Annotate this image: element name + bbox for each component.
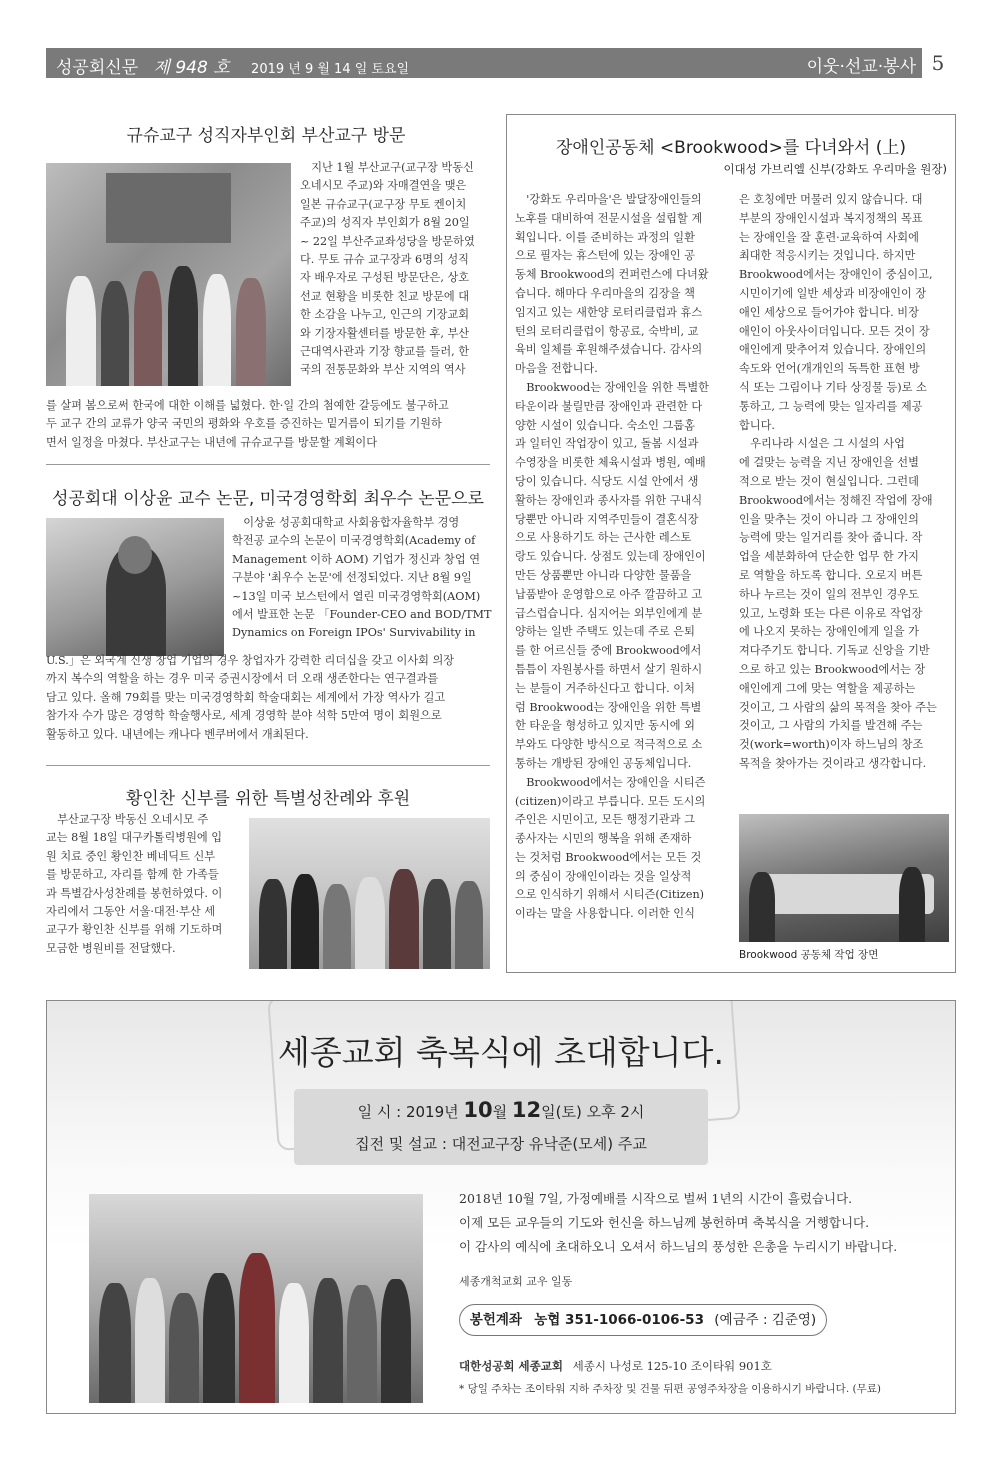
text-line: 양하는 일반 주택도 있는데 주로 은퇴: [515, 625, 695, 639]
church-address-line: [459, 1358, 772, 1374]
text-line: 자 배우자로 구성된 방문단은, 상호: [300, 271, 470, 285]
text-line: 참가자 수가 많은 경영학 학술행사로, 세계 경영학 분야 석학 5만여 명이 회원으로: [46, 709, 442, 723]
person-figure: [169, 1293, 199, 1403]
person-figure: [389, 869, 419, 969]
text-line: 것이고, 그 사람의 삶의 목적을 찾아 주는: [739, 700, 937, 714]
article2-title: 성공회대 이상윤 교수 논문, 미국경영학회 최우수 논문으로: [52, 489, 484, 509]
text-line: 것이고, 그 사람의 가치를 발견해 주는: [739, 719, 923, 733]
section-name: 이웃·선교·봉사: [806, 57, 916, 77]
text-line: 시민이기에 일반 세상과 비장애인이 장: [739, 286, 927, 300]
text-line: 습니다. 해마다 우리마을의 김장을 책: [515, 286, 695, 300]
text-line: 와 기장자활센터를 방문한 후, 부산: [300, 326, 470, 340]
account-holder: (예금주 : 김준영): [714, 1312, 817, 1328]
text-line: 의 중심이 장애인이라는 것을 일상적: [515, 869, 692, 883]
text-line: 를 방문하고, 자리를 함께 한 가족들: [46, 868, 219, 882]
text-line: 까지 복수의 역할을 하는 경우 미국 증권시장에서 더 오래 생존한다는 연구결과를: [46, 672, 439, 686]
text-line: 랑도 있습니다. 상점도 있는데 장애인이: [515, 550, 706, 564]
text-line: 에서 발표한 논문 「Founder-CEO and BOD/TMT: [232, 608, 492, 622]
text-line: 럼 Brookwood는 장애인을 위한 특별: [515, 700, 702, 714]
text-line: 과 일터인 작업장이 있고, 돌봄 시설과: [515, 437, 699, 451]
text-line: 활동하고 있다. 내년에는 캐나다 벤쿠버에서 개최된다.: [46, 727, 309, 741]
message-line: 이 감사의 예식에 초대하오니 오셔서 하느님의 풍성한 은총을 누리시기 바랍니다.: [459, 1239, 898, 1254]
article4-photo: [739, 814, 949, 942]
page-number: 5: [920, 48, 954, 78]
article2-body-right: [232, 514, 490, 643]
person-figure: [381, 1279, 411, 1403]
text-line: 으로 사용하기도 하는 근사한 레스토: [515, 531, 692, 545]
person-figure: [101, 281, 129, 386]
text-line: 이상윤 성공회대학교 사회융합자율학부 경영: [243, 516, 460, 529]
text-line: 으로 하고 있는 Brookwood에서는 장: [739, 662, 926, 676]
account-box: [459, 1304, 827, 1336]
text-line: 자리에서 그동안 서울·대전·부산 세: [46, 905, 216, 919]
text-line: 활하는 장애인과 종사자를 위한 구내식: [515, 493, 703, 507]
person-figure: [749, 872, 775, 942]
person-figure: [899, 867, 925, 942]
text-line: 마음을 전합니다.: [515, 362, 598, 376]
text-line: 종사자는 시민의 행복을 위해 존재하: [515, 832, 692, 846]
church-invitation-ad: [46, 1000, 956, 1414]
ad-signoff: 세종개척교회 교우 일동: [459, 1275, 573, 1288]
article1-photo: [46, 163, 291, 386]
text-line: 교구가 황인찬 신부를 위해 기도하며: [46, 923, 223, 937]
text-line: 면서 일정을 마쳤다. 부산교구는 내년에 규슈교구를 방문할 계획이다: [46, 435, 378, 449]
text-line: 지난 1월 부산교구(교구장 박동신: [311, 161, 474, 174]
article3-body: [46, 811, 246, 958]
text-line: 납품받아 운영함으로 아주 깔끔하고 고: [515, 587, 703, 601]
divider: [46, 765, 490, 766]
person-figure: [323, 884, 351, 969]
text-line: 주교)의 성직자 부인회가 8월 20일: [300, 216, 470, 230]
account-label: 봉헌계좌: [469, 1312, 522, 1328]
text-line: 로 역할을 하도록 합니다. 오로지 버튼: [739, 568, 923, 582]
ad-title: 세종교회 축복식에 초대합니다.: [278, 1033, 724, 1072]
text-line: 수영장을 비롯한 체육시설과 병원, 예배: [515, 456, 706, 470]
text-line: 에 걸맞는 능력을 지닌 장애인을 선별: [739, 456, 919, 470]
text-line: 만든 상품뿐만 아니라 다양한 물품을: [515, 568, 692, 582]
ad-officiant: 집전 및 설교 : 대전교구장 유낙준(모세) 주교: [355, 1135, 647, 1153]
person-figure: [203, 274, 231, 386]
text-line: 임지고 있는 새한양 로터리클럽과 휴스: [515, 305, 703, 319]
text-line: 타운이라 불릴만큼 장애인과 관련한 다: [515, 399, 703, 413]
parking-note: * 당일 주차는 조이타워 지하 주차장 및 건물 뒤편 공영주차장을 이용하시기 바랍니다. (무료): [459, 1383, 881, 1395]
ad-date-month-unit: 월: [492, 1103, 512, 1121]
head-shape: [118, 536, 152, 574]
divider: [46, 464, 490, 465]
person-figure: [347, 1285, 377, 1403]
text-line: 애인 세상으로 들어가야 합니다. 비장: [739, 305, 919, 319]
person-figure: [168, 266, 198, 386]
text-line: 적으로 받는 것이 현실입니다. 그런데: [739, 474, 919, 488]
text-line: 당뿐만 아니라 지역주민들이 결혼식장: [515, 512, 699, 526]
text-line: Dynamics on Foreign IPOs' Survivability in: [232, 626, 476, 640]
text-line: 주인은 시민이고, 모든 행정기관과 그: [515, 813, 695, 827]
text-line: 원 치료 중인 황인찬 베네딕트 신부: [46, 849, 216, 863]
text-line: 애인에게 맞추어져 있습니다. 장애인의: [739, 343, 927, 357]
article4-photo-caption: Brookwood 공동체 작업 장면: [739, 949, 879, 961]
person-figure: [203, 1273, 235, 1403]
person-figure: [291, 874, 319, 969]
text-line: 는 장애인을 잘 훈련·교육하여 사회에: [739, 230, 919, 244]
article4-byline: 이대성 가브리엘 신부(강화도 우리마을 원장): [723, 162, 947, 176]
person-figure: [135, 1278, 165, 1403]
text-line: 으로 인식하기 위해서 시티즌(Citizen): [515, 888, 705, 902]
text-line: U.S.」은 외국계 신생 창업 기업의 경우 창업자가 강력한 리더십을 갖고 이사회 의장: [46, 654, 455, 667]
text-line: 에 나오지 못하는 장애인에게 일을 가: [739, 625, 919, 639]
person-figure: [259, 879, 287, 969]
text-line: 식 또는 그림이나 기타 상징물 등)로 소: [739, 380, 927, 394]
ad-date-day: 12: [511, 1098, 542, 1122]
text-line: 애인이 아웃사이더입니다. 모든 것이 장: [739, 324, 930, 338]
text-line: 노후를 대비하여 전문시설을 설립할 계: [515, 211, 703, 225]
text-line: 목적을 찾아가는 것이라고 생각합니다.: [739, 756, 927, 770]
person-figure: [236, 278, 266, 386]
text-line: 있고, 노령화 또는 다른 이유로 작업장: [739, 606, 923, 620]
text-line: 동체 Brookwood의 컨퍼런스에 다녀왔: [515, 268, 709, 282]
text-line: 오네시모 주교)와 자매결연을 맺은: [300, 179, 467, 193]
article2-photo: [46, 518, 224, 656]
text-line: Brookwood에서는 정해진 작업에 장애: [739, 493, 933, 507]
text-line: 부와도 다양한 방식으로 적극적으로 소: [515, 738, 703, 752]
text-line: 것(work=worth)이자 하느님의 창조: [739, 738, 924, 752]
article4-col2: [739, 191, 949, 774]
text-line: 한 타운을 형성하고 있지만 동시에 외: [515, 719, 695, 733]
message-line: 이제 모든 교우들의 기도와 헌신을 하느님께 봉헌하며 축복식을 거행합니다.: [459, 1215, 870, 1230]
text-line: 급스럽습니다. 심지어는 외부인에게 분: [515, 606, 703, 620]
church-address: 세종시 나성로 125-10 조이타워 901호: [572, 1359, 772, 1373]
text-line: 를 살펴 봄으로써 한국에 대한 이해를 넓혔다. 한·일 간의 첨예한 갈등에도 불구하고: [46, 399, 449, 412]
person-figure: [313, 1278, 343, 1403]
text-line: 두 교구 간의 교류가 양국 국민의 평화와 우호를 증진하는 밑거름이 되기를 기원하: [46, 417, 442, 431]
article2-body-full: [46, 652, 490, 744]
text-line: 업을 세분화하여 단순한 업무 한 가지: [739, 550, 919, 564]
person-figure: [239, 1253, 275, 1403]
ad-date-rest: 일(토) 오후 2시: [541, 1103, 645, 1121]
text-line: 최대한 적응시키는 것입니다. 하지만: [739, 249, 916, 263]
text-line: 부분의 장애인시설과 복지정책의 목표: [739, 211, 923, 225]
text-line: 당이 있습니다. 식당도 시설 안에서 생: [515, 474, 699, 488]
text-line: 는 분들이 거주하신다고 합니다. 이처: [515, 681, 695, 695]
issue-date: 2019 년 9 월 14 일 토요일: [251, 62, 410, 77]
text-line: 통하는 개방된 장애인 공동체입니다.: [515, 756, 692, 770]
message-line: 2018년 10월 7일, 가정예배를 시작으로 벌써 1년의 시간이 흘렀습니다.: [459, 1191, 853, 1206]
text-line: 는 것처럼 Brookwood에서는 모든 것: [515, 850, 702, 864]
article4-title: 장애인공동체 <Brookwood>를 다녀와서 (上): [555, 138, 907, 158]
text-line: 우리나라 시설은 그 시설의 사업: [750, 437, 905, 451]
text-line: 부산교구장 박동신 오네시모 주: [57, 813, 209, 826]
paper-name: 성공회신문: [56, 58, 139, 78]
ad-date-line: [294, 1098, 708, 1122]
article3-photo: [249, 818, 490, 969]
text-line: Brookwood에서는 장애인이 중심이고,: [739, 268, 933, 282]
church-name: 대한성공회 세종교회: [459, 1359, 563, 1373]
article1-body-right: [300, 159, 490, 380]
text-line: 져다주기도 합니다. 기독교 신앙을 기반: [739, 644, 930, 658]
text-line: 턴의 로터리클럽이 항공료, 숙박비, 교: [515, 324, 699, 338]
ad-date-label: 일 시 : 2019년: [357, 1103, 464, 1121]
account-number: 농협 351-1066-0106-53: [534, 1312, 704, 1328]
person-figure: [99, 1283, 131, 1403]
text-line: 인을 맞추는 것이 아니라 그 장애인의: [739, 512, 919, 526]
text-line: 획입니다. 이를 준비하는 과정의 일환: [515, 230, 695, 244]
text-line: Management 이하 AOM) 기업가 정신과 창업 연: [232, 552, 480, 566]
text-line: Brookwood는 장애인을 위한 특별한: [526, 380, 709, 394]
ad-date-month: 10: [463, 1098, 493, 1122]
person-figure: [455, 881, 483, 969]
text-line: 교는 8월 18일 대구카톨릭병원에 입: [46, 831, 223, 845]
text-line: 담고 있다. 올해 79회를 맞는 미국경영학회 학술대회는 세계에서 가장 역사가 길고: [46, 690, 446, 704]
ad-info-box: [294, 1089, 708, 1165]
text-line: 애인에게 그에 맞는 역할을 제공하는: [739, 681, 916, 695]
text-line: 구분야 '최우수 논문'에 선정되었다. 지난 8월 9일: [232, 571, 472, 585]
article1-title: 규슈교구 성직자부인회 부산교구 방문: [126, 126, 406, 146]
text-line: 육비 일체를 후원해주셨습니다. 감사의: [515, 343, 703, 357]
article3-title: 황인찬 신부를 위한 특별성찬례와 후원: [125, 789, 411, 809]
article4-col1: [515, 191, 725, 924]
text-line: 양한 시설이 있습니다. 숙소인 그룹홈: [515, 418, 695, 432]
text-line: 모금한 병원비를 전달했다.: [46, 941, 176, 955]
text-line: 한 소감을 나누고, 인근의 기장교회: [300, 308, 470, 322]
text-line: 속도와 언어(개개인의 독특한 표현 방: [739, 362, 920, 376]
text-line: 틈틈이 자원봉사를 하면서 살기 원하시: [515, 662, 703, 676]
text-line: 국의 전통문화와 부산 지역의 역사: [300, 363, 466, 377]
text-line: Brookwood에서는 장애인을 시티즌: [526, 775, 706, 789]
text-line: 합니다.: [739, 418, 775, 432]
text-line: 이라는 말을 사용합니다. 이러한 인식: [515, 907, 695, 921]
text-line: 선교 현황을 비롯한 친교 방문에 대: [300, 289, 470, 303]
text-line: 학전공 교수의 논문이 미국경영학회(Academy of: [232, 534, 476, 548]
issue-number: 제 948 호: [153, 58, 230, 78]
text-line: '강화도 우리마을'은 발달장애인들의: [526, 193, 702, 206]
text-line: 통하고, 그 능력에 맞는 일자리를 제공: [739, 399, 923, 413]
text-line: 하나 누르는 것이 일의 전부인 경우도: [739, 587, 919, 601]
text-line: (citizen)이라고 부릅니다. 모든 도시의: [515, 794, 706, 808]
person-figure: [423, 879, 451, 969]
page-header: [46, 48, 954, 78]
text-line: 능력에 맞는 일거리를 찾아 줍니다. 작: [739, 531, 923, 545]
text-line: 다. 무토 규슈 교구장과 6명의 성직: [300, 253, 469, 267]
person-figure: [279, 1283, 309, 1403]
text-line: 으로 필자는 휴스턴에 있는 장애인 공: [515, 249, 695, 263]
text-line: 일본 규슈교구(교구장 무토 켄이치: [300, 197, 467, 211]
person-figure: [355, 877, 385, 969]
ad-message: [459, 1187, 897, 1259]
article4-box: [506, 114, 956, 973]
person-figure: [66, 276, 96, 386]
text-line: 은 호칭에만 머물러 있지 않습니다. 대: [739, 193, 923, 206]
text-line: 과 특별감사성찬례를 봉헌하였다. 이: [46, 886, 223, 900]
building-shape: [106, 173, 231, 243]
text-line: 근대역사관과 기장 향교를 들러, 한: [300, 345, 470, 359]
person-figure: [134, 271, 162, 386]
text-line: ~13일 미국 보스턴에서 열린 미국경영학회(AOM): [232, 589, 481, 603]
text-line: ~ 22일 부산주교좌성당을 방문하였: [300, 234, 475, 248]
header-left: [56, 53, 409, 78]
article1-body-full: [46, 397, 490, 452]
ad-photo: [89, 1194, 423, 1403]
text-line: 를 한 어르신들 중에 Brookwood에서: [515, 644, 702, 658]
